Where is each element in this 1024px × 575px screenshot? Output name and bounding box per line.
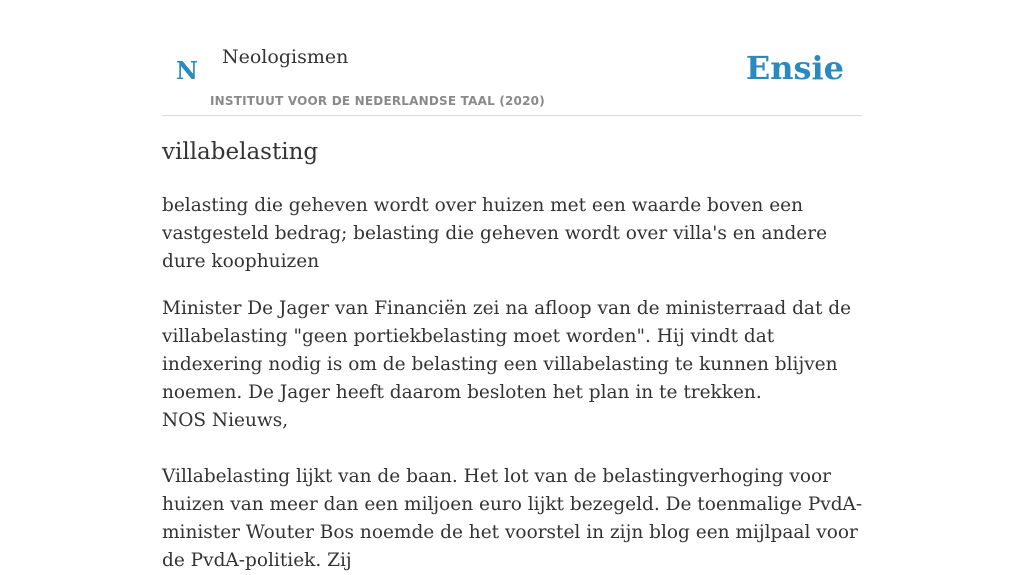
ensie-logo[interactable]: Ensie [745, 49, 844, 87]
example-quote-1: Minister De Jager van Financiën zei na afloop van de ministerraad dat de villabelasting "geen portiekbelasting moet worden". Hij vindt dat indexering nodig is om de belasting een villabelasting te kunnen blijven noemen. De Jager heeft daarom besloten het plan in te trekken. [162, 298, 852, 403]
source-header [162, 40, 862, 116]
example-quote-2: Villabelasting lijkt van de baan. Het lot van de belastingverhoging voor huizen van meer dan een miljoen euro lijkt bezegeld. De toenmalige PvdA-minister Wouter Bos noemde de het voorstel in zijn blog een mijlpaal voor de PvdA-politiek. Zij [162, 466, 863, 571]
source-badge: N [176, 56, 198, 85]
source-title-link[interactable]: Neologismen [222, 46, 349, 68]
entry-term: villabelasting [162, 139, 319, 165]
quote-source-1: NOS Nieuws, [162, 410, 289, 431]
source-meta: INSTITUUT VOOR DE NEDERLANDSE TAAL (2020) [210, 94, 545, 108]
entry-content [162, 192, 872, 575]
entry-definition: belasting die geheven wordt over huizen met een waarde boven een vastgesteld bedrag; belasting die geheven wordt over villa's en andere dure koophuizen [162, 195, 828, 272]
